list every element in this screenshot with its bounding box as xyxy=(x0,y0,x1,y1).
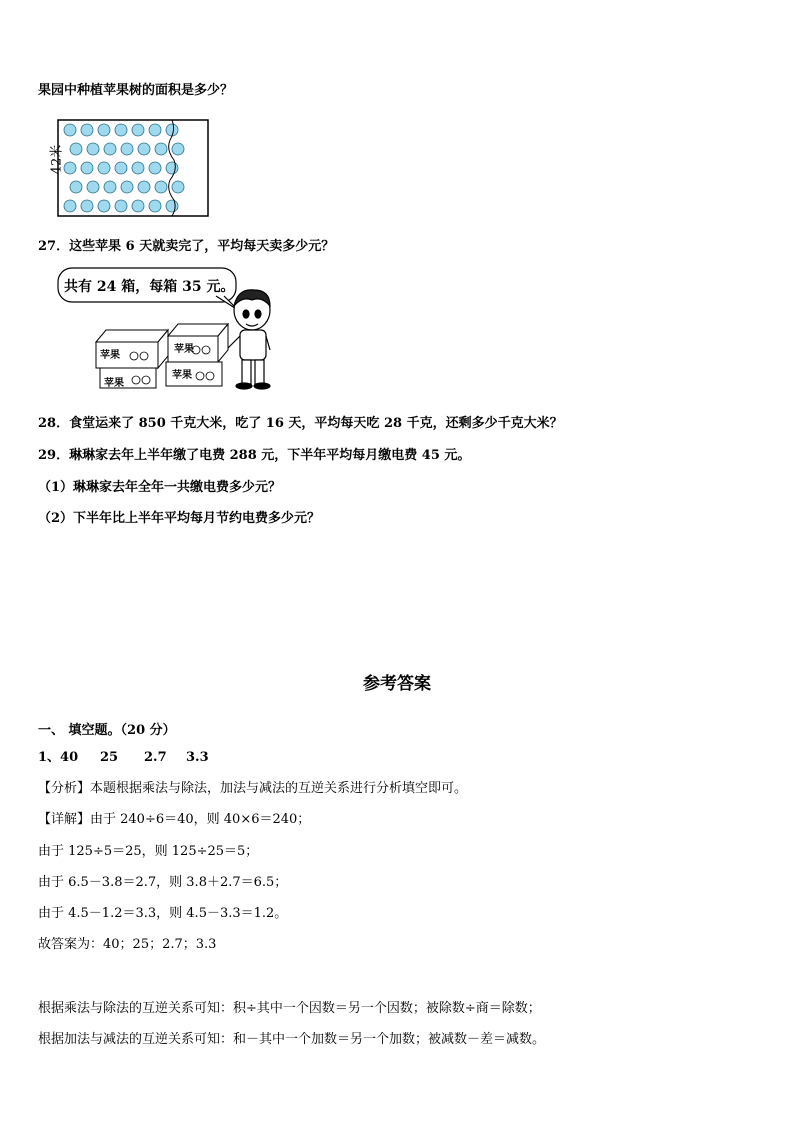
question-29-text: 29．琳琳家去年上半年缴了电费 288 元，下半年平均每月缴电费 45 元。 xyxy=(38,448,471,463)
section-heading: 一、 填空题。（20 分） xyxy=(38,723,176,738)
apple-tree-icon xyxy=(115,124,127,136)
apple-tree-icon xyxy=(70,181,82,193)
apple-tree-icon xyxy=(98,162,110,174)
apple-tree-icon xyxy=(81,162,93,174)
apple-tree-icon xyxy=(166,124,178,136)
detail-line: 由于 4.5－1.2＝3.3，则 4.5－3.3＝1.2。 xyxy=(38,906,288,921)
rule-text: 根据加法与减法的互逆关系可知：和－其中一个加数＝另一个加数；被减数－差＝减数。 xyxy=(38,1032,546,1047)
box-label: 苹果 xyxy=(174,344,194,355)
apple-tree-icon xyxy=(149,124,161,136)
apple-tree-icon xyxy=(104,143,116,155)
apple-tree-icon xyxy=(64,162,76,174)
box-label: 苹果 xyxy=(172,370,192,381)
apple-tree-icon xyxy=(115,162,127,174)
question-29-part-1: （1）琳琳家去年全年一共缴电费多少元？ xyxy=(38,480,282,495)
apple-tree-icon xyxy=(81,200,93,212)
orchard-figure xyxy=(56,118,212,218)
apple-tree-icon xyxy=(138,143,150,155)
answer-value: 25 xyxy=(100,750,119,765)
apple-tree-icon xyxy=(132,124,144,136)
question-27-text: 27．这些苹果 6 天就卖完了，平均每天卖多少元？ xyxy=(38,239,335,254)
apple-tree-icon xyxy=(115,200,127,212)
apple-tree-icon xyxy=(166,200,178,212)
apple-tree-icon xyxy=(155,181,167,193)
apple-tree-icon xyxy=(121,143,133,155)
apple-tree-icon xyxy=(81,124,93,136)
question-28-text: 28．食堂运来了 850 千克大米，吃了 16 天，平均每天吃 28 千克，还剩多少千克大米？ xyxy=(38,416,563,431)
answer-value: 2.7 xyxy=(144,750,167,765)
apple-tree-icon xyxy=(70,143,82,155)
apple-tree-icon xyxy=(98,124,110,136)
apple-tree-icon xyxy=(87,181,99,193)
apple-tree-icon xyxy=(64,200,76,212)
apple-tree-icon xyxy=(87,143,99,155)
apple-tree-icon xyxy=(149,162,161,174)
analysis-text: 【分析】本题根据乘法与除法，加法与减法的互逆关系进行分析填空即可。 xyxy=(38,781,468,796)
apple-tree-icon xyxy=(132,162,144,174)
apple-tree-icon xyxy=(98,200,110,212)
apple-tree-icon xyxy=(138,181,150,193)
apple-tree-icon xyxy=(64,124,76,136)
rule-text: 根据乘法与除法的互逆关系可知：积÷其中一个因数＝另一个因数；被除数÷商＝除数； xyxy=(38,1001,541,1016)
apple-tree-icon xyxy=(155,143,167,155)
box-label: 苹果 xyxy=(100,350,120,361)
apple-tree-icon xyxy=(149,200,161,212)
answer-value: 3.3 xyxy=(186,750,209,765)
apple-tree-icon xyxy=(172,143,184,155)
apple-tree-icon xyxy=(121,181,133,193)
apple-tree-icon xyxy=(166,162,178,174)
box-label: 苹果 xyxy=(104,378,124,389)
detail-text: 【详解】由于 240÷6＝40，则 40×6＝240； xyxy=(38,812,311,827)
orchard-side-label: 42米 xyxy=(49,144,65,175)
apple-tree-icon xyxy=(132,200,144,212)
detail-line: 由于 125÷5＝25，则 125÷25＝5； xyxy=(38,844,259,859)
answer-1-index: 1、40 xyxy=(38,750,79,765)
detail-line: 由于 6.5－3.8＝2.7，则 3.8＋2.7＝6.5； xyxy=(38,875,288,890)
speech-bubble-text: 共有 24 箱，每箱 35 元。 xyxy=(64,279,235,295)
final-answer: 故答案为：40；25；2.7；3.3 xyxy=(38,937,217,952)
apple-tree-icon xyxy=(172,181,184,193)
question-26-text: 果园中种植苹果树的面积是多少？ xyxy=(38,83,234,98)
answer-1-row xyxy=(38,749,209,767)
apple-tree-icon xyxy=(104,181,116,193)
answers-title: 参考答案 xyxy=(363,674,431,694)
question-29-part-2: （2）下半年比上半年平均每月节约电费多少元？ xyxy=(38,511,321,526)
